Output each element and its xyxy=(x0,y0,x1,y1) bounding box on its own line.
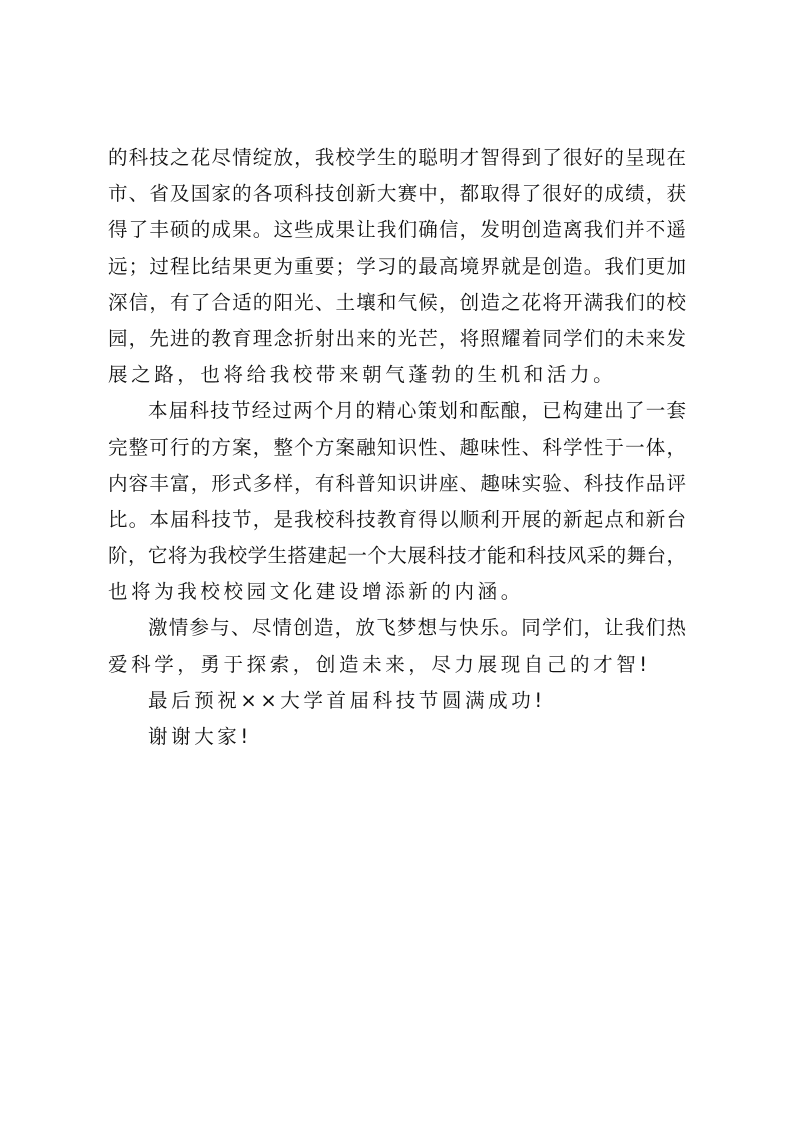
text-line: 深信，有了合适的阳光、土壤和气候，创造之花将开满我们的校 xyxy=(108,290,686,314)
text-line: 完整可行的方案，整个方案融知识性、趣味性、科学性于一体， xyxy=(108,435,686,459)
paragraph-3 xyxy=(108,613,686,685)
paragraph-4 xyxy=(108,686,686,722)
text-line: 本届科技节经过两个月的精心策划和酝酿，已构建出了一套 xyxy=(148,399,686,423)
text-line: 谢谢大家! xyxy=(148,725,252,748)
text-line: 比。本届科技节，是我校科技教育得以顺利开展的新起点和新台 xyxy=(108,507,686,531)
document-page xyxy=(108,143,686,758)
text-line: 园，先进的教育理念折射出来的光芒，将照耀着同学们的未来发 xyxy=(108,326,686,350)
text-line: 爱科学，勇于探索，创造未来，尽力展现自己的才智! xyxy=(108,652,651,676)
text-line: 市、省及国家的各项科技创新大赛中，都取得了很好的成绩，获 xyxy=(108,182,686,206)
text-line: 远；过程比结果更为重要；学习的最高境界就是创造。我们更加 xyxy=(108,254,686,278)
text-line: 得了丰硕的成果。这些成果让我们确信，发明创造离我们并不遥 xyxy=(108,218,686,242)
text-line: 激情参与、尽情创造，放飞梦想与快乐。同学们，让我们热 xyxy=(148,616,686,640)
paragraph-1 xyxy=(108,143,686,396)
text-line: 内容丰富，形式多样，有科普知识讲座、趣味实验、科技作品评 xyxy=(108,471,686,495)
text-line: 也将为我校校园文化建设增添新的内涵。 xyxy=(108,580,524,604)
text-line: 的科技之花尽情绽放，我校学生的聪明才智得到了很好的呈现在 xyxy=(108,146,686,169)
text-line: 最后预祝××大学首届科技节圆满成功! xyxy=(148,688,546,712)
paragraph-2 xyxy=(108,396,686,613)
text-line: 展之路，也将给我校带来朝气蓬勃的生机和活力。 xyxy=(108,363,617,387)
paragraph-5 xyxy=(108,722,686,758)
text-line: 阶，它将为我校学生搭建起一个大展科技才能和科技风采的舞台， xyxy=(108,544,686,568)
